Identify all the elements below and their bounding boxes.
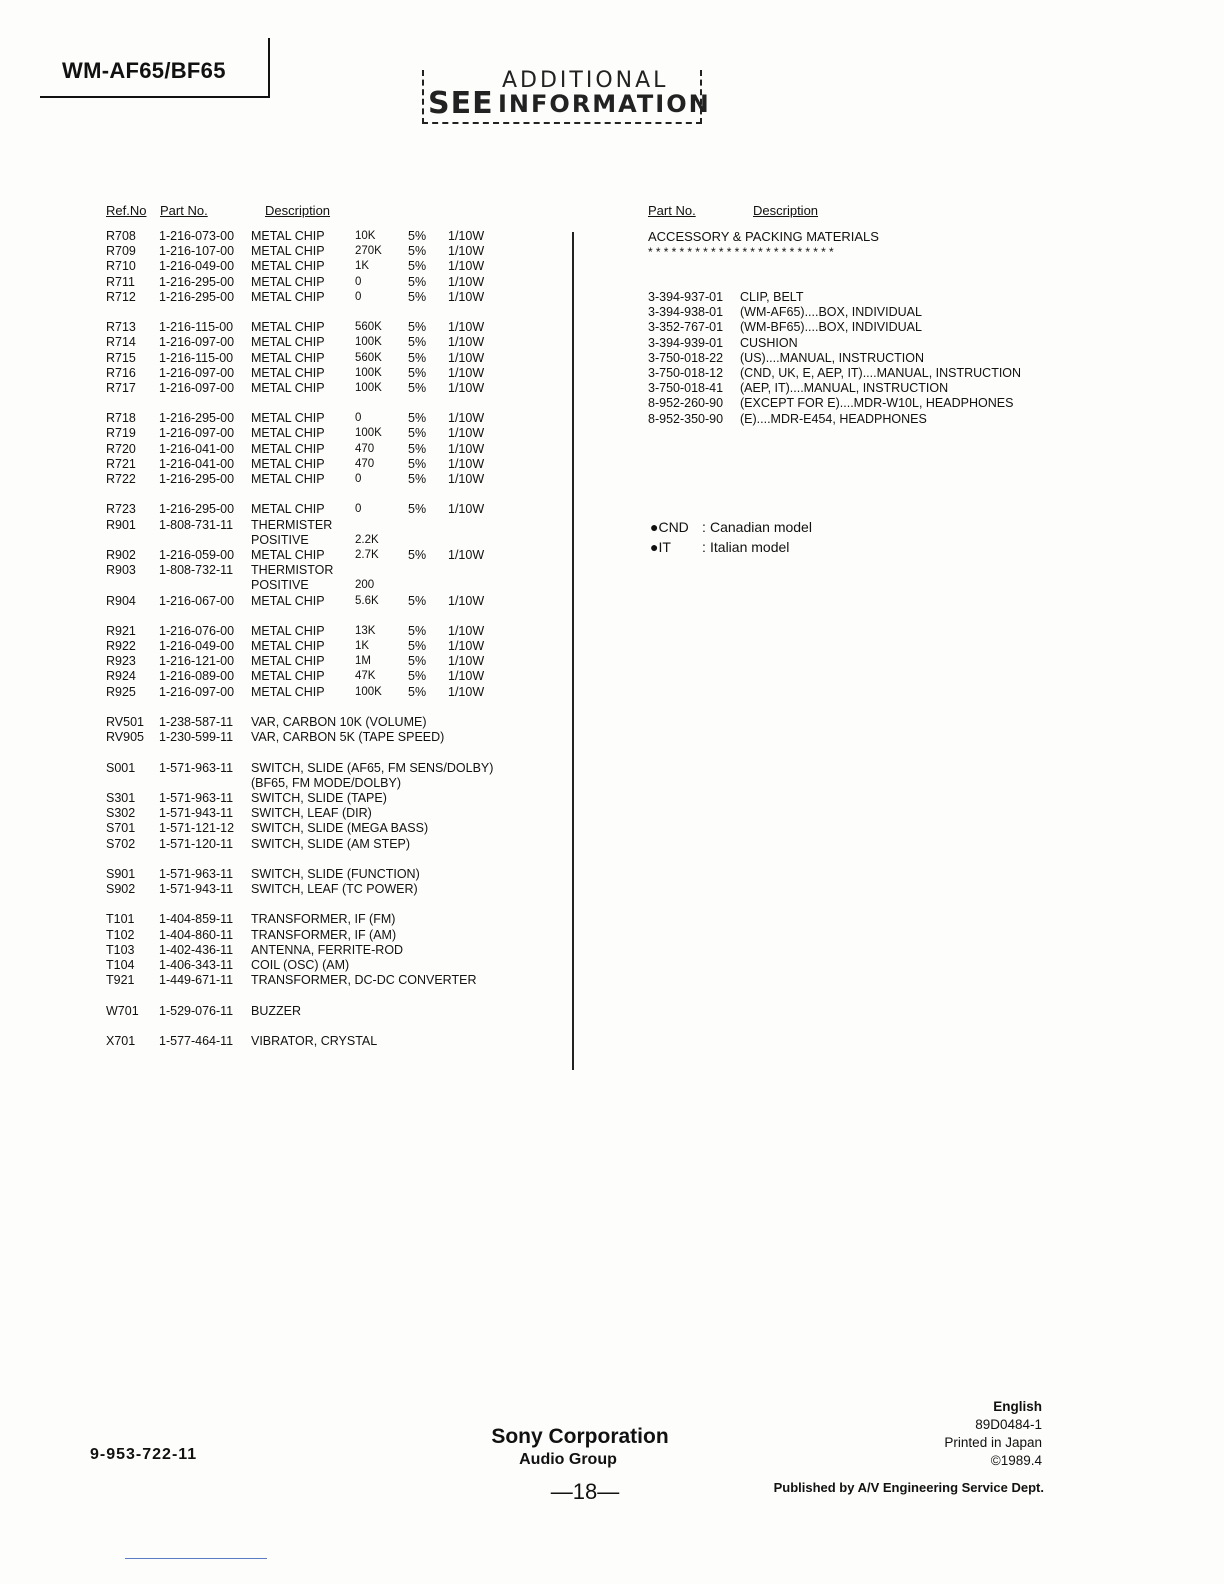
part-no-cell: 1-216-295-00	[159, 274, 235, 289]
value-cell: 560K	[355, 321, 382, 334]
ref-no-cell: R711	[106, 274, 135, 289]
value-cell: 270K	[355, 245, 382, 258]
accessory-section-title: ACCESSORY & PACKING MATERIALS	[648, 229, 879, 244]
part-no-cell: 3-750-018-22	[648, 350, 724, 365]
description-cell: METAL CHIP	[251, 456, 325, 471]
ref-no-cell: S302	[106, 806, 136, 821]
value-cell: 200	[355, 579, 375, 592]
description-cell: (AEP, IT)....MANUAL, INSTRUCTION	[740, 381, 949, 396]
part-no-cell: 1-216-097-00	[159, 365, 235, 380]
description-cell: THERMISTER	[251, 517, 333, 532]
value-cell: 13K	[355, 624, 376, 637]
description-cell: SWITCH, SLIDE (AM STEP)	[251, 836, 411, 851]
document-number: 9-953-722-11	[90, 1446, 198, 1463]
tolerance-cell: 5%	[408, 335, 427, 350]
page-number: —18—	[550, 1479, 620, 1504]
value-cell: 2.2K	[355, 533, 379, 546]
ref-no-cell: T101	[106, 912, 135, 927]
value-cell: 1K	[355, 260, 370, 273]
description-cell: (EXCEPT FOR E)....MDR-W10L, HEADPHONES	[740, 396, 1014, 411]
ref-no-cell: S702	[106, 836, 136, 851]
power-cell: 1/10W	[448, 244, 485, 259]
description-cell: TRANSFORMER, IF (AM)	[251, 927, 397, 942]
description-cell: VAR, CARBON 5K (TAPE SPEED)	[251, 730, 445, 745]
power-cell: 1/10W	[448, 654, 485, 669]
part-no-cell: 1-216-115-00	[159, 350, 234, 365]
ref-no-cell: R721	[106, 456, 136, 471]
description-cell: METAL CHIP	[251, 441, 325, 456]
description-cell: TRANSFORMER, IF (FM)	[251, 912, 396, 927]
part-no-cell: 1-216-049-00	[159, 259, 235, 274]
tolerance-cell: 5%	[408, 654, 427, 669]
ref-no-cell: W701	[106, 1003, 139, 1018]
accessory-section-rule: ************************	[648, 245, 837, 259]
description-cell: THERMISTOR	[251, 563, 334, 578]
tolerance-cell: 5%	[408, 426, 427, 441]
value-cell: 5.6K	[355, 594, 379, 607]
description-cell: METAL CHIP	[251, 259, 325, 274]
value-cell: 100K	[355, 427, 382, 440]
power-cell: 1/10W	[448, 320, 485, 335]
col-header-description: Description	[265, 203, 331, 218]
part-no-cell: 1-230-599-11	[159, 730, 234, 745]
part-no-cell: 1-216-041-00	[159, 441, 235, 456]
part-no-cell: 1-571-120-11	[159, 836, 234, 851]
ref-no-cell: RV905	[106, 730, 144, 745]
power-cell: 1/10W	[448, 441, 485, 456]
legend-separator: :	[702, 539, 706, 555]
description-cell: METAL CHIP	[251, 547, 325, 562]
part-no-cell: 1-216-097-00	[159, 426, 235, 441]
tolerance-cell: 5%	[408, 411, 427, 426]
ref-no-cell: T102	[106, 927, 135, 942]
part-no-cell: 1-216-076-00	[159, 623, 235, 638]
description-cell: METAL CHIP	[251, 229, 325, 243]
ref-no-cell: R921	[106, 623, 136, 638]
column-divider	[572, 232, 574, 1070]
value-cell: 0	[355, 473, 362, 485]
description-cell: METAL CHIP	[251, 669, 325, 684]
ref-no-cell: S902	[106, 882, 136, 897]
ref-no-cell: R925	[106, 684, 136, 699]
stamp-additional: ADDITIONAL	[502, 68, 669, 93]
ref-no-cell: S001	[106, 760, 136, 775]
tolerance-cell: 5%	[408, 259, 427, 274]
part-no-cell: 1-216-073-00	[159, 229, 235, 243]
part-no-cell: 3-394-938-01	[648, 305, 724, 320]
description-cell: COIL (OSC) (AM)	[251, 958, 350, 972]
ref-no-cell: R922	[106, 639, 136, 654]
tolerance-cell: 5%	[408, 441, 427, 456]
description-cell: ANTENNA, FERRITE-ROD	[251, 942, 404, 957]
tolerance-cell: 5%	[408, 472, 427, 486]
part-no-cell: 1-216-295-00	[159, 502, 235, 517]
description-cell: METAL CHIP	[251, 244, 325, 259]
stamp-information: INFORMATION	[498, 90, 711, 118]
description-cell: METAL CHIP	[251, 593, 325, 608]
part-no-cell: 1-571-963-11	[159, 760, 234, 775]
value-cell: 10K	[355, 230, 376, 242]
part-no-cell: 3-394-939-01	[648, 335, 724, 350]
part-no-cell: 1-406-343-11	[159, 958, 234, 972]
value-cell: 100K	[355, 685, 382, 698]
ref-no-cell: R715	[106, 350, 136, 365]
description-cell: METAL CHIP	[251, 320, 325, 335]
part-no-cell: 3-750-018-41	[648, 381, 724, 396]
ref-no-cell: T103	[106, 942, 135, 957]
description-cell: SWITCH, SLIDE (FUNCTION)	[251, 866, 420, 881]
model-title-box	[40, 38, 270, 98]
description-cell: BUZZER	[251, 1003, 301, 1018]
description-cell: METAL CHIP	[251, 365, 325, 380]
legend-code: ●IT	[650, 539, 671, 555]
description-cell: SWITCH, LEAF (DIR)	[251, 806, 372, 821]
description-cell: CLIP, BELT	[740, 290, 804, 304]
power-cell: 1/10W	[448, 472, 485, 486]
description-cell: METAL CHIP	[251, 289, 325, 304]
power-cell: 1/10W	[448, 547, 485, 562]
ref-no-cell: T921	[106, 973, 135, 988]
value-cell: 0	[355, 275, 362, 288]
value-cell: 470	[355, 457, 375, 470]
description-cell: METAL CHIP	[251, 623, 325, 638]
value-cell: 0	[355, 290, 362, 303]
ref-no-cell: R923	[106, 654, 136, 669]
value-cell: 1M	[355, 655, 371, 668]
ref-no-cell: T104	[106, 958, 135, 972]
ref-no-cell: R722	[106, 472, 136, 486]
legend-code: ●CND	[650, 519, 689, 535]
tolerance-cell: 5%	[408, 623, 427, 638]
power-cell: 1/10W	[448, 411, 485, 426]
description-cell: METAL CHIP	[251, 380, 325, 395]
description-cell: SWITCH, SLIDE (AF65, FM SENS/DOLBY)	[251, 760, 494, 775]
tolerance-cell: 5%	[408, 502, 427, 517]
right-col-header-description: Description	[753, 203, 819, 218]
part-no-cell: 1-449-671-11	[159, 973, 234, 988]
description-cell: (WM-BF65)....BOX, INDIVIDUAL	[740, 320, 922, 335]
ref-no-cell: R903	[106, 563, 136, 578]
description-cell: SWITCH, SLIDE (TAPE)	[251, 790, 387, 805]
legend-description: Italian model	[710, 539, 790, 555]
value-cell: 470	[355, 442, 375, 455]
ref-no-cell: R713	[106, 320, 136, 335]
ref-no-cell: S301	[106, 790, 136, 805]
part-no-cell: 8-952-350-90	[648, 411, 724, 426]
description-cell: TRANSFORMER, DC-DC CONVERTER	[251, 973, 477, 988]
description-cell: POSITIVE	[251, 578, 309, 593]
ref-no-cell: R710	[106, 259, 136, 274]
power-cell: 1/10W	[448, 623, 485, 638]
power-cell: 1/10W	[448, 684, 485, 699]
power-cell: 1/10W	[448, 456, 485, 471]
ref-no-cell: R712	[106, 289, 136, 304]
part-no-cell: 8-952-260-90	[648, 396, 724, 411]
part-no-cell: 1-404-860-11	[159, 927, 234, 942]
description-cell: METAL CHIP	[251, 350, 325, 365]
part-no-cell: 1-216-121-00	[159, 654, 235, 669]
part-no-cell: 1-216-067-00	[159, 593, 235, 608]
footer-line	[125, 1558, 267, 1559]
tolerance-cell: 5%	[408, 244, 427, 259]
part-no-cell: 1-216-041-00	[159, 456, 235, 471]
description-cell: METAL CHIP	[251, 639, 325, 654]
tolerance-cell: 5%	[408, 547, 427, 562]
ref-no-cell: R924	[106, 669, 136, 684]
part-no-cell: 1-571-121-12	[159, 821, 235, 836]
ref-no-cell: R718	[106, 411, 136, 426]
tolerance-cell: 5%	[408, 684, 427, 699]
description-cell: (CND, UK, E, AEP, IT)....MANUAL, INSTRUCTION	[740, 365, 1022, 380]
part-no-cell: 3-352-767-01	[648, 320, 724, 335]
ref-no-cell: R904	[106, 593, 136, 608]
ref-no-cell: S701	[106, 821, 136, 836]
tolerance-cell: 5%	[408, 274, 427, 289]
description-cell: (E)....MDR-E454, HEADPHONES	[740, 411, 927, 426]
description-cell: (US)....MANUAL, INSTRUCTION	[740, 350, 925, 365]
tolerance-cell: 5%	[408, 320, 427, 335]
description-cell: POSITIVE	[251, 532, 309, 547]
ref-no-cell: R714	[106, 335, 136, 350]
part-no-cell: 1-402-436-11	[159, 942, 234, 957]
part-no-cell: 1-216-295-00	[159, 411, 235, 426]
ref-no-cell: R717	[106, 380, 136, 395]
value-cell: 1K	[355, 640, 370, 653]
power-cell: 1/10W	[448, 289, 485, 304]
value-cell: 560K	[355, 351, 382, 364]
additional-information-stamp	[422, 68, 711, 124]
part-no-cell: 1-808-731-11	[159, 517, 234, 532]
part-no-cell: 1-216-295-00	[159, 289, 235, 304]
power-cell: 1/10W	[448, 426, 485, 441]
description-cell: VAR, CARBON 10K (VOLUME)	[251, 715, 427, 729]
tolerance-cell: 5%	[408, 456, 427, 471]
value-cell: 47K	[355, 670, 376, 683]
part-no-cell: 1-216-049-00	[159, 639, 235, 654]
part-no-cell: 1-216-295-00	[159, 472, 235, 486]
ref-no-cell: R708	[106, 229, 136, 243]
ref-no-cell: R709	[106, 244, 136, 259]
part-no-cell: 1-571-963-11	[159, 790, 234, 805]
description-cell: SWITCH, SLIDE (MEGA BASS)	[251, 821, 429, 836]
model-title: WM-AF65/BF65	[62, 58, 226, 83]
part-no-cell: 3-394-937-01	[648, 290, 724, 304]
value-cell: 0	[355, 503, 362, 516]
ref-no-cell: R723	[106, 502, 136, 517]
print-code: 89D0484-1	[975, 1417, 1042, 1432]
printed-in: Printed in Japan	[944, 1435, 1042, 1450]
part-no-cell: 1-216-097-00	[159, 380, 235, 395]
ref-no-cell: R716	[106, 365, 136, 380]
tolerance-cell: 5%	[408, 669, 427, 684]
ref-no-cell: R719	[106, 426, 136, 441]
publisher: Published by A/V Engineering Service Dept.	[773, 1480, 1044, 1495]
part-no-cell: 1-238-587-11	[159, 715, 234, 729]
power-cell: 1/10W	[448, 380, 485, 395]
corporation-name: Sony Corporation	[491, 1425, 669, 1448]
part-no-cell: 1-529-076-11	[159, 1003, 234, 1018]
power-cell: 1/10W	[448, 365, 485, 380]
part-no-cell: 1-216-115-00	[159, 320, 234, 335]
col-header-part: Part No.	[160, 203, 208, 218]
ref-no-cell: S901	[106, 866, 136, 881]
part-no-cell: 1-571-943-11	[159, 806, 234, 821]
description-cell: CUSHION	[740, 335, 798, 350]
tolerance-cell: 5%	[408, 593, 427, 608]
publication-meta	[944, 1398, 1042, 1470]
power-cell: 1/10W	[448, 350, 485, 365]
tolerance-cell: 5%	[408, 365, 427, 380]
power-cell: 1/10W	[448, 639, 485, 654]
ref-no-cell: X701	[106, 1033, 136, 1048]
tolerance-cell: 5%	[408, 350, 427, 365]
right-col-header-part: Part No.	[648, 203, 696, 218]
description-cell: VIBRATOR, CRYSTAL	[251, 1033, 378, 1048]
description-cell: (WM-AF65)....BOX, INDIVIDUAL	[740, 305, 922, 320]
ref-no-cell: R902	[106, 547, 136, 562]
ref-no-cell: RV501	[106, 715, 144, 729]
description-cell: METAL CHIP	[251, 411, 325, 426]
power-cell: 1/10W	[448, 259, 485, 274]
description-cell: METAL CHIP	[251, 426, 325, 441]
part-no-cell: 1-216-107-00	[159, 244, 235, 259]
description-cell: METAL CHIP	[251, 684, 325, 699]
part-no-cell: 1-404-859-11	[159, 912, 234, 927]
description-cell: METAL CHIP	[251, 472, 325, 486]
part-no-cell: 3-750-018-12	[648, 365, 724, 380]
tolerance-cell: 5%	[408, 380, 427, 395]
part-no-cell: 1-571-943-11	[159, 882, 234, 897]
ref-no-cell: R720	[106, 441, 136, 456]
description-cell: (BF65, FM MODE/DOLBY)	[251, 775, 402, 790]
part-no-cell: 1-808-732-11	[159, 563, 234, 578]
part-no-cell: 1-571-963-11	[159, 866, 234, 881]
value-cell: 2.7K	[355, 548, 379, 561]
description-cell: SWITCH, LEAF (TC POWER)	[251, 882, 418, 897]
tolerance-cell: 5%	[408, 229, 427, 243]
power-cell: 1/10W	[448, 274, 485, 289]
part-no-cell: 1-216-089-00	[159, 669, 235, 684]
power-cell: 1/10W	[448, 502, 485, 517]
value-cell: 0	[355, 412, 362, 425]
ref-no-cell: R901	[106, 517, 136, 532]
part-no-cell: 1-216-097-00	[159, 684, 235, 699]
power-cell: 1/10W	[448, 669, 485, 684]
part-no-cell: 1-216-059-00	[159, 547, 235, 562]
tolerance-cell: 5%	[408, 639, 427, 654]
legend-separator: :	[702, 519, 706, 535]
language: English	[993, 1399, 1042, 1414]
power-cell: 1/10W	[448, 335, 485, 350]
part-no-cell: 1-577-464-11	[159, 1033, 234, 1048]
power-cell: 1/10W	[448, 593, 485, 608]
power-cell: 1/10W	[448, 229, 485, 243]
description-cell: METAL CHIP	[251, 274, 325, 289]
value-cell: 100K	[355, 366, 382, 379]
description-cell: METAL CHIP	[251, 335, 325, 350]
description-cell: METAL CHIP	[251, 654, 325, 669]
stamp-see: SEE	[428, 86, 494, 121]
value-cell: 100K	[355, 381, 382, 394]
copyright-date: ©1989.4	[990, 1453, 1042, 1468]
part-no-cell: 1-216-097-00	[159, 335, 235, 350]
col-header-ref: Ref.No	[106, 203, 147, 218]
group-name: Audio Group	[519, 1451, 617, 1468]
legend-description: Canadian model	[710, 519, 812, 535]
value-cell: 100K	[355, 336, 382, 349]
tolerance-cell: 5%	[408, 289, 427, 304]
description-cell: METAL CHIP	[251, 502, 325, 517]
